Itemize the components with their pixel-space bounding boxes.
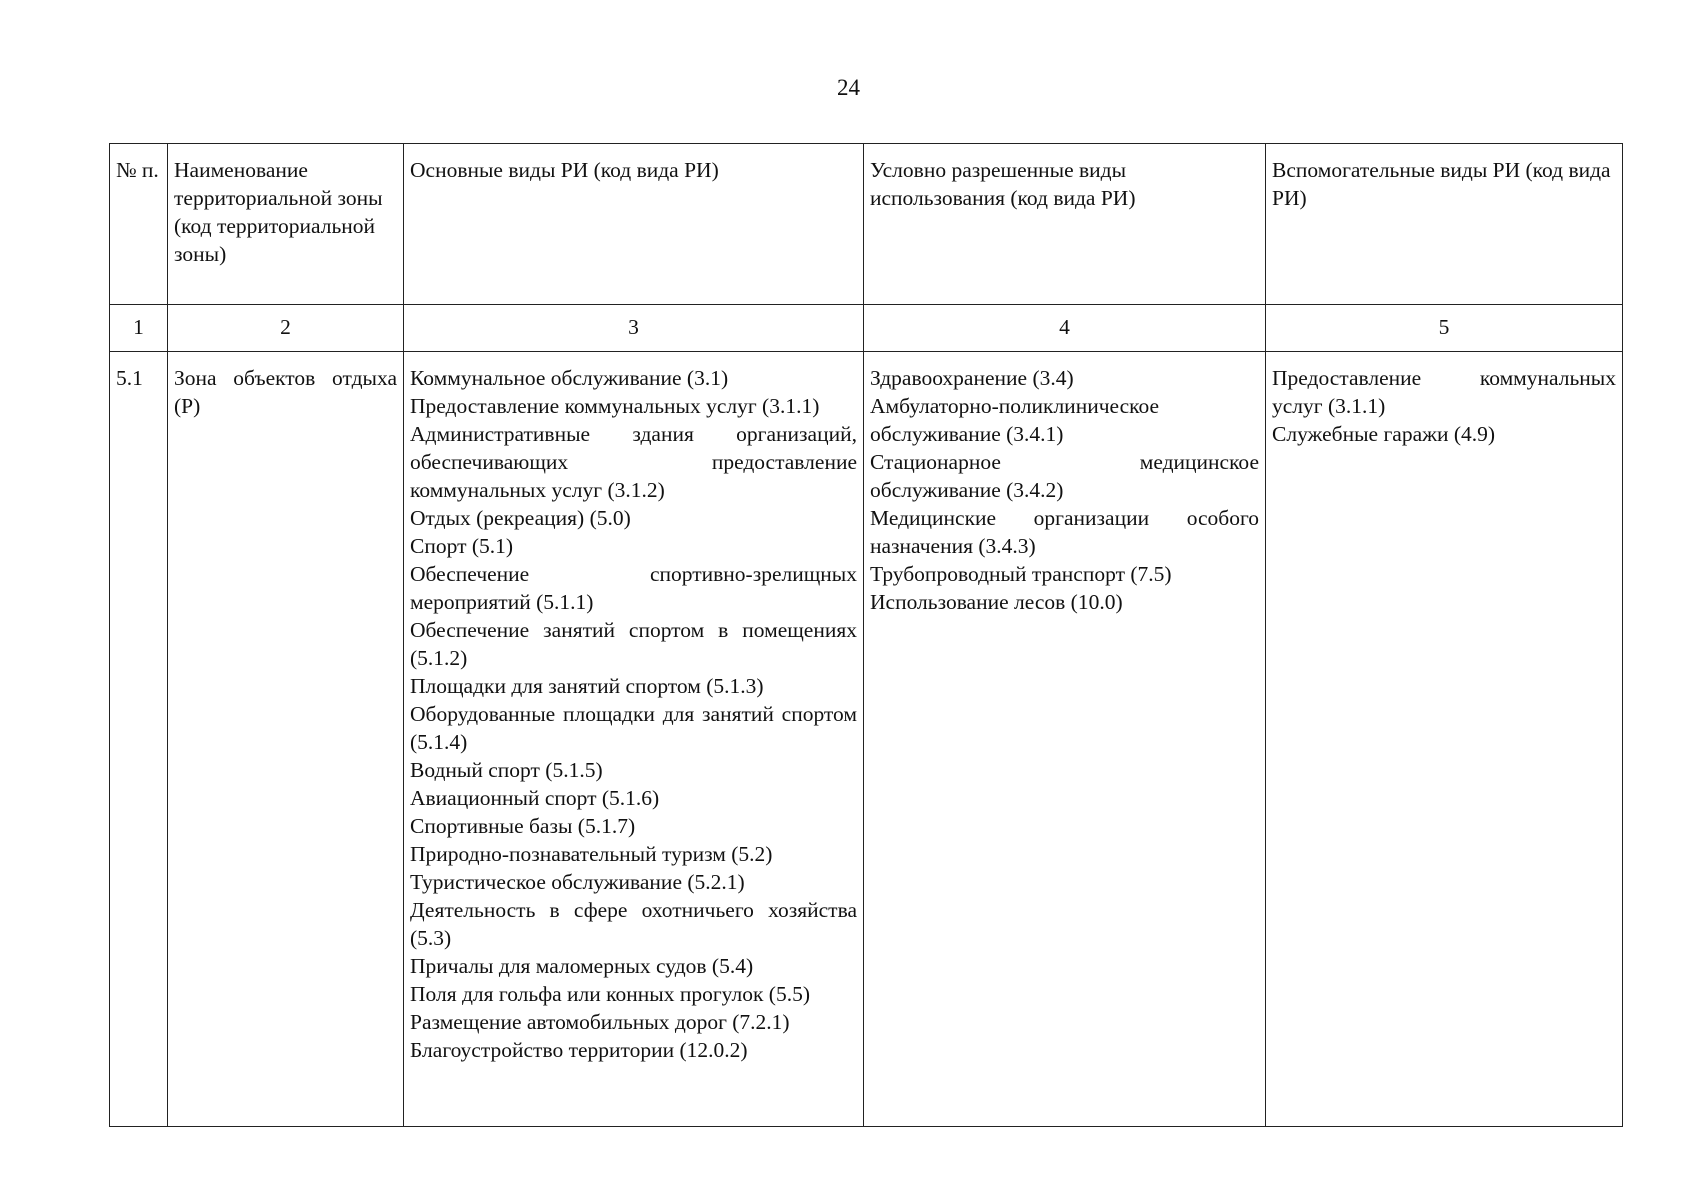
zoning-table xyxy=(109,143,1623,1127)
main-use-item: Деятельность в сфере охотничьего хозяйства (5.3) xyxy=(410,898,857,950)
main-use-item: Спортивные базы (5.1.7) xyxy=(410,814,636,838)
main-uses-cell xyxy=(404,352,864,1127)
auxiliary-uses-cell xyxy=(1266,352,1623,1127)
main-use-item: Причалы для маломерных судов (5.4) xyxy=(410,954,754,978)
auxiliary-uses-list xyxy=(1272,364,1616,448)
main-use-item: Отдых (рекреация) (5.0) xyxy=(410,506,631,530)
main-use-item: Туристическое обслуживание (5.2.1) xyxy=(410,870,745,894)
column-number: 2 xyxy=(168,305,404,352)
header-zone-name: Наименование территориальной зоны (код территориальной зоны) xyxy=(168,144,404,305)
column-number: 5 xyxy=(1266,305,1623,352)
main-use-item: Размещение автомобильных дорог (7.2.1) xyxy=(410,1010,790,1034)
header-conditional-uses: Условно разрешенные виды использования (код вида РИ) xyxy=(864,144,1266,305)
page-number: 24 xyxy=(837,75,860,100)
header-auxiliary-uses: Вспомогательные виды РИ (код вида РИ) xyxy=(1266,144,1623,305)
main-use-item: Площадки для занятий спортом (5.1.3) xyxy=(410,674,764,698)
main-uses-list xyxy=(410,364,857,1064)
column-number-row xyxy=(110,305,1623,352)
column-number: 1 xyxy=(110,305,168,352)
main-use-item: Природно-познавательный туризм (5.2) xyxy=(410,842,773,866)
main-use-item: Водный спорт (5.1.5) xyxy=(410,758,603,782)
main-use-item: Обеспечение спортивно-зрелищных мероприятий (5.1.1) xyxy=(410,562,857,614)
table-row xyxy=(110,352,1623,1127)
main-use-item: Поля для гольфа или конных прогулок (5.5) xyxy=(410,982,810,1006)
conditional-use-item: Стационарное медицинское обслуживание (3.4.2) xyxy=(870,450,1259,502)
zone-name-cell xyxy=(168,352,404,1127)
column-number: 3 xyxy=(404,305,864,352)
row-number: 5.1 xyxy=(110,352,168,1127)
conditional-use-item: Медицинские организации особого назначения (3.4.3) xyxy=(870,506,1259,558)
conditional-uses-cell xyxy=(864,352,1266,1127)
conditional-use-item: Здравоохранение (3.4) xyxy=(870,366,1074,390)
header-number: № п. xyxy=(110,144,168,305)
conditional-use-item: Использование лесов (10.0) xyxy=(870,590,1123,614)
main-use-item: Оборудованные площадки для занятий спортом (5.1.4) xyxy=(410,702,857,754)
main-use-item: Административные здания организаций, обеспечивающих предоставление коммунальных услуг (3.1.2) xyxy=(410,422,857,502)
main-use-item: Спорт (5.1) xyxy=(410,534,514,558)
zone-name: Зона объектов отдыха (Р) xyxy=(174,366,397,418)
main-use-item: Предоставление коммунальных услуг (3.1.1) xyxy=(410,394,820,418)
main-use-item: Обеспечение занятий спортом в помещениях (5.1.2) xyxy=(410,618,857,670)
conditional-use-item: Амбулаторно-поликлиническое обслуживание (3.4.1) xyxy=(870,394,1160,446)
header-row xyxy=(110,144,1623,305)
main-use-item: Благоустройство территории (12.0.2) xyxy=(410,1038,748,1062)
auxiliary-use-item: Служебные гаражи (4.9) xyxy=(1272,422,1496,446)
main-use-item: Авиационный спорт (5.1.6) xyxy=(410,786,660,810)
column-number: 4 xyxy=(864,305,1266,352)
conditional-uses-list xyxy=(870,364,1259,616)
auxiliary-use-item: Предоставление коммунальных услуг (3.1.1) xyxy=(1272,366,1616,418)
conditional-use-item: Трубопроводный транспорт (7.5) xyxy=(870,562,1172,586)
header-main-uses: Основные виды РИ (код вида РИ) xyxy=(404,144,864,305)
main-use-item: Коммунальное обслуживание (3.1) xyxy=(410,366,729,390)
